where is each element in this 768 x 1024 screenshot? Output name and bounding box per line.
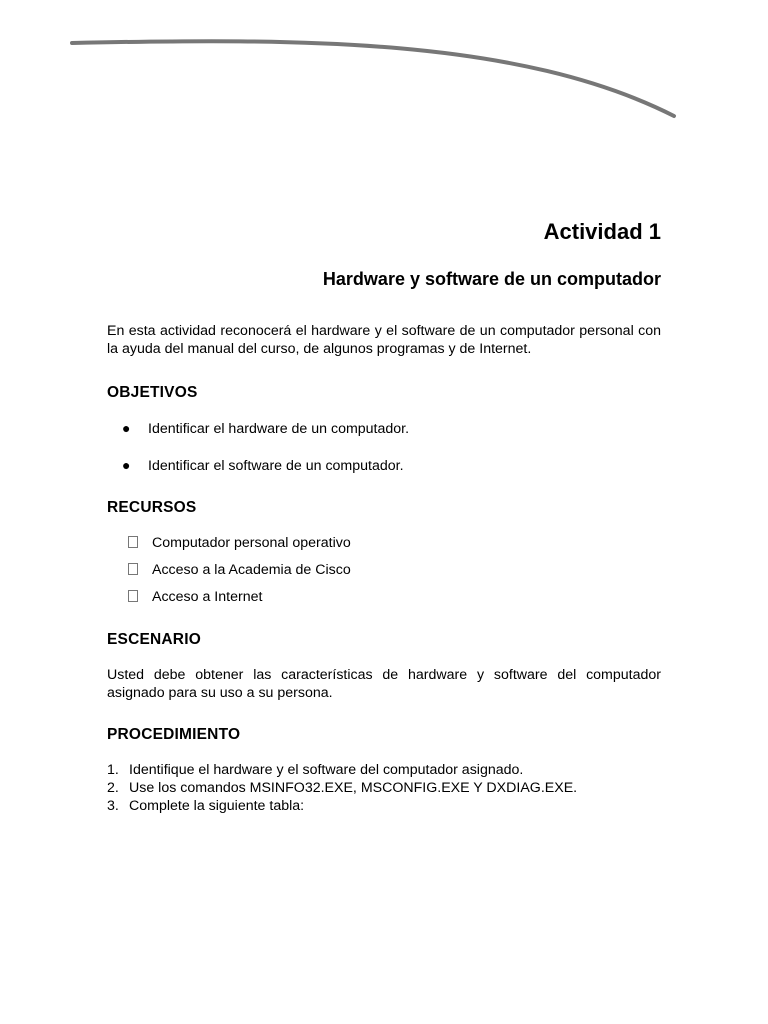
procedure-step-text: Use los comandos MSINFO32.EXE, MSCONFIG.EXE Y DXDIAG.EXE.: [129, 780, 578, 796]
scenario-paragraph: Usted debe obtener las características de hardware y software del computador asignado para su uso a su persona.: [107, 667, 661, 701]
intro-paragraph: En esta actividad reconocerá el hardware y el software de un computador personal con la ayuda del manual del curso, de algunos programas y de Internet.: [107, 323, 661, 357]
section-heading-recursos: RECURSOS: [107, 499, 197, 516]
activity-subtitle: Hardware y software de un computador: [322, 269, 661, 289]
objective-item: [122, 457, 404, 474]
objective-item: [122, 420, 409, 437]
activity-title: Actividad 1: [543, 219, 661, 244]
resource-text: Acceso a la Academia de Cisco: [152, 562, 351, 578]
header-swoosh-decoration: [0, 0, 768, 130]
resource-item: [128, 535, 351, 551]
resource-text: Computador personal operativo: [152, 535, 351, 551]
resource-text: Acceso a Internet: [152, 589, 263, 605]
procedure-step-number: 1.: [107, 762, 119, 778]
procedure-step-text: Identifique el hardware y el software del computador asignado.: [129, 762, 524, 778]
procedure-step: [107, 762, 523, 778]
checkbox-square-icon: [128, 563, 138, 575]
procedure-step-text: Complete la siguiente tabla:: [129, 798, 305, 814]
resource-item: [128, 589, 262, 605]
section-heading-objetivos: OBJETIVOS: [107, 384, 198, 401]
bullet-dot-icon: ●: [122, 457, 131, 473]
procedure-step: [107, 780, 577, 796]
checkbox-square-icon: [128, 590, 138, 602]
bullet-dot-icon: ●: [122, 420, 131, 436]
checkbox-square-icon: [128, 536, 138, 548]
procedure-step: [107, 798, 304, 814]
procedure-step-number: 3.: [107, 798, 119, 814]
section-heading-procedimiento: PROCEDIMIENTO: [107, 726, 241, 743]
objective-text: Identificar el hardware de un computador.: [148, 421, 410, 437]
objective-text: Identificar el software de un computador.: [148, 458, 404, 474]
procedure-step-number: 2.: [107, 780, 119, 796]
section-heading-escenario: ESCENARIO: [107, 631, 201, 648]
resource-item: [128, 562, 351, 578]
